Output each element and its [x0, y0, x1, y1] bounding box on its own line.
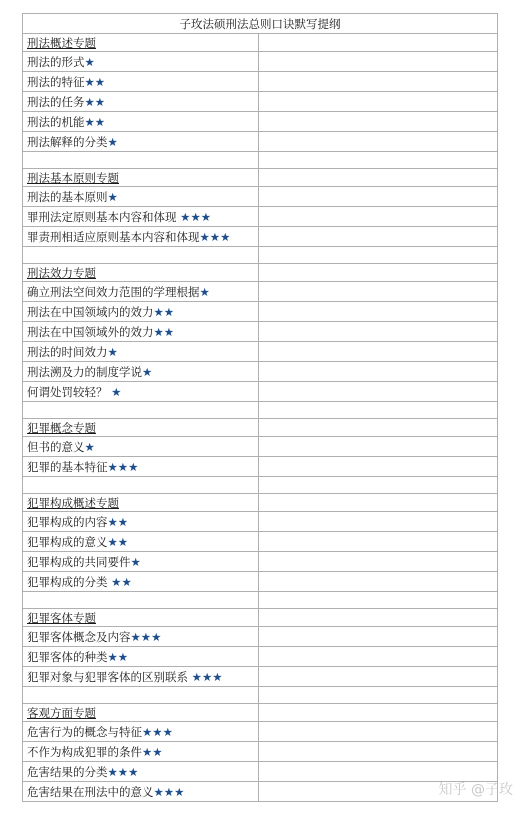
answer-cell [259, 247, 498, 264]
section-heading-row [23, 34, 498, 52]
importance-stars: ★★★ [107, 764, 139, 779]
topic-text: 刑法在中国领域内的效力 [27, 304, 154, 319]
table-row [23, 187, 498, 207]
topic-cell [23, 762, 259, 782]
section-heading-row [23, 419, 498, 437]
topic-text: 刑法的时间效力 [27, 344, 108, 359]
blank-cell [23, 152, 259, 169]
answer-cell [259, 609, 498, 627]
importance-stars: ★ [107, 189, 118, 204]
importance-stars: ★★★ [199, 229, 231, 244]
table-row [23, 362, 498, 382]
table-row [23, 92, 498, 112]
topic-cell [23, 207, 259, 227]
importance-stars: ★★ [107, 514, 129, 529]
importance-stars: ★ [142, 364, 153, 379]
section-heading: 客观方面专题 [23, 704, 259, 722]
blank-cell [23, 687, 259, 704]
topic-cell [23, 647, 259, 667]
topic-text: 罪责刑相适应原则基本内容和体现 [27, 229, 200, 244]
table-row [23, 627, 498, 647]
topic-text: 刑法的特征 [27, 74, 85, 89]
table-row [23, 572, 498, 592]
topic-cell [23, 342, 259, 362]
topic-cell [23, 362, 259, 382]
topic-cell [23, 227, 259, 247]
importance-stars: ★★ [142, 744, 163, 759]
blank-row [23, 247, 498, 264]
answer-cell [259, 72, 498, 92]
topic-text: 犯罪构成的内容 [27, 514, 108, 529]
importance-stars: ★ [111, 384, 122, 399]
section-heading-row [23, 704, 498, 722]
topic-cell [23, 667, 259, 687]
answer-cell [259, 342, 498, 362]
answer-cell [259, 322, 498, 342]
table-row [23, 302, 498, 322]
table-row [23, 512, 498, 532]
topic-cell [23, 457, 259, 477]
topic-text: 罪刑法定原则基本内容和体现 [27, 209, 181, 224]
outline-table [22, 13, 498, 802]
importance-stars: ★★ [84, 94, 106, 109]
answer-cell [259, 704, 498, 722]
topic-cell [23, 322, 259, 342]
table-row [23, 782, 498, 802]
answer-cell [259, 552, 498, 572]
answer-cell [259, 112, 498, 132]
topic-text: 危害行为的概念与特征 [27, 724, 142, 739]
table-row [23, 722, 498, 742]
table-row [23, 762, 498, 782]
blank-row [23, 687, 498, 704]
table-row [23, 282, 498, 302]
importance-stars: ★ [84, 54, 95, 69]
importance-stars: ★★★ [107, 459, 139, 474]
topic-text: 何谓处罚较轻？ [27, 384, 112, 399]
blank-row [23, 477, 498, 494]
answer-cell [259, 572, 498, 592]
answer-cell [259, 152, 498, 169]
answer-cell [259, 742, 498, 762]
topic-cell [23, 72, 259, 92]
importance-stars: ★★★ [130, 629, 162, 644]
topic-text: 犯罪构成的共同要件 [27, 554, 131, 569]
table-row [23, 227, 498, 247]
table-title: 子玫法硕刑法总则口诀默写提纲 [23, 14, 498, 34]
table-row [23, 457, 498, 477]
topic-cell [23, 512, 259, 532]
topic-text: 犯罪客体概念及内容 [27, 629, 131, 644]
topic-text: 刑法的形式 [27, 54, 85, 69]
table-row [23, 552, 498, 572]
blank-cell [23, 247, 259, 264]
answer-cell [259, 457, 498, 477]
importance-stars: ★★★ [180, 209, 212, 224]
section-heading: 犯罪构成概述专题 [23, 494, 259, 512]
importance-stars: ★ [130, 554, 141, 569]
blank-cell [23, 477, 259, 494]
answer-cell [259, 227, 498, 247]
topic-cell [23, 742, 259, 762]
answer-cell [259, 34, 498, 52]
topic-cell [23, 437, 259, 457]
answer-cell [259, 169, 498, 187]
topic-cell [23, 187, 259, 207]
topic-cell [23, 302, 259, 322]
importance-stars: ★★★ [191, 669, 223, 684]
section-heading: 刑法效力专题 [23, 264, 259, 282]
topic-text: 确立刑法空间效力范围的学理根据 [27, 284, 200, 299]
importance-stars: ★★★ [142, 724, 173, 739]
topic-text: 刑法解释的分类 [27, 134, 108, 149]
section-heading-row [23, 609, 498, 627]
section-heading-row [23, 494, 498, 512]
table-row [23, 52, 498, 72]
section-heading-row [23, 264, 498, 282]
table-row [23, 72, 498, 92]
topic-cell [23, 92, 259, 112]
answer-cell [259, 512, 498, 532]
answer-cell [259, 627, 498, 647]
topic-text: 犯罪的基本特征 [27, 459, 108, 474]
importance-stars: ★ [199, 284, 210, 299]
table-row [23, 647, 498, 667]
importance-stars: ★★ [107, 649, 129, 664]
topic-cell [23, 382, 259, 402]
answer-cell [259, 264, 498, 282]
answer-cell [259, 477, 498, 494]
importance-stars: ★★ [84, 114, 106, 129]
answer-cell [259, 52, 498, 72]
section-heading-row [23, 169, 498, 187]
topic-cell [23, 282, 259, 302]
topic-text: 但书的意义 [27, 439, 85, 454]
answer-cell [259, 647, 498, 667]
topic-text: 犯罪对象与犯罪客体的区别联系 [27, 669, 192, 684]
section-heading: 犯罪概念专题 [23, 419, 259, 437]
topic-text: 刑法的机能 [27, 114, 85, 129]
topic-cell [23, 52, 259, 72]
importance-stars: ★★ [107, 534, 129, 549]
blank-cell [23, 592, 259, 609]
topic-cell [23, 782, 259, 802]
topic-text: 危害结果的分类 [27, 764, 108, 779]
table-row [23, 667, 498, 687]
section-heading: 犯罪客体专题 [23, 609, 259, 627]
blank-row [23, 152, 498, 169]
topic-text: 犯罪构成的意义 [27, 534, 108, 549]
topic-text: 刑法的基本原则 [27, 189, 108, 204]
table-row [23, 132, 498, 152]
answer-cell [259, 302, 498, 322]
answer-cell [259, 722, 498, 742]
topic-cell [23, 532, 259, 552]
answer-cell [259, 494, 498, 512]
answer-cell [259, 402, 498, 419]
topic-cell [23, 722, 259, 742]
importance-stars: ★ [84, 439, 95, 454]
section-heading: 刑法概述专题 [23, 34, 259, 52]
blank-row [23, 592, 498, 609]
answer-cell [259, 132, 498, 152]
importance-stars: ★★ [84, 74, 106, 89]
outline-table-body [23, 14, 498, 802]
topic-text: 危害结果在刑法中的意义 [27, 784, 154, 799]
topic-cell [23, 572, 259, 592]
answer-cell [259, 282, 498, 302]
blank-row [23, 402, 498, 419]
topic-cell [23, 627, 259, 647]
answer-cell [259, 437, 498, 457]
topic-text: 犯罪客体的种类 [27, 649, 108, 664]
topic-text: 不作为构成犯罪的条件 [27, 744, 142, 759]
importance-stars: ★★ [153, 304, 175, 319]
topic-text: 刑法在中国领域外的效力 [27, 324, 154, 339]
topic-cell [23, 552, 259, 572]
section-heading: 刑法基本原则专题 [23, 169, 259, 187]
table-row [23, 437, 498, 457]
table-row [23, 382, 498, 402]
topic-text: 犯罪构成的分类 [27, 574, 112, 589]
answer-cell [259, 592, 498, 609]
answer-cell [259, 532, 498, 552]
answer-cell [259, 419, 498, 437]
answer-cell [259, 207, 498, 227]
answer-cell [259, 667, 498, 687]
table-row [23, 342, 498, 362]
answer-cell [259, 362, 498, 382]
importance-stars: ★★ [111, 574, 132, 589]
table-row [23, 532, 498, 552]
blank-cell [23, 402, 259, 419]
table-title-row [23, 14, 498, 34]
importance-stars: ★★ [153, 324, 175, 339]
topic-text: 刑法溯及力的制度学说 [27, 364, 142, 379]
importance-stars: ★★★ [153, 784, 185, 799]
watermark: 知乎 @子玫 [438, 782, 513, 798]
importance-stars: ★ [107, 344, 118, 359]
answer-cell [259, 382, 498, 402]
table-row [23, 207, 498, 227]
topic-cell [23, 112, 259, 132]
table-row [23, 112, 498, 132]
table-row [23, 742, 498, 762]
importance-stars: ★ [107, 134, 118, 149]
answer-cell [259, 92, 498, 112]
topic-cell [23, 132, 259, 152]
answer-cell [259, 187, 498, 207]
table-row [23, 322, 498, 342]
answer-cell [259, 687, 498, 704]
topic-text: 刑法的任务 [27, 94, 85, 109]
